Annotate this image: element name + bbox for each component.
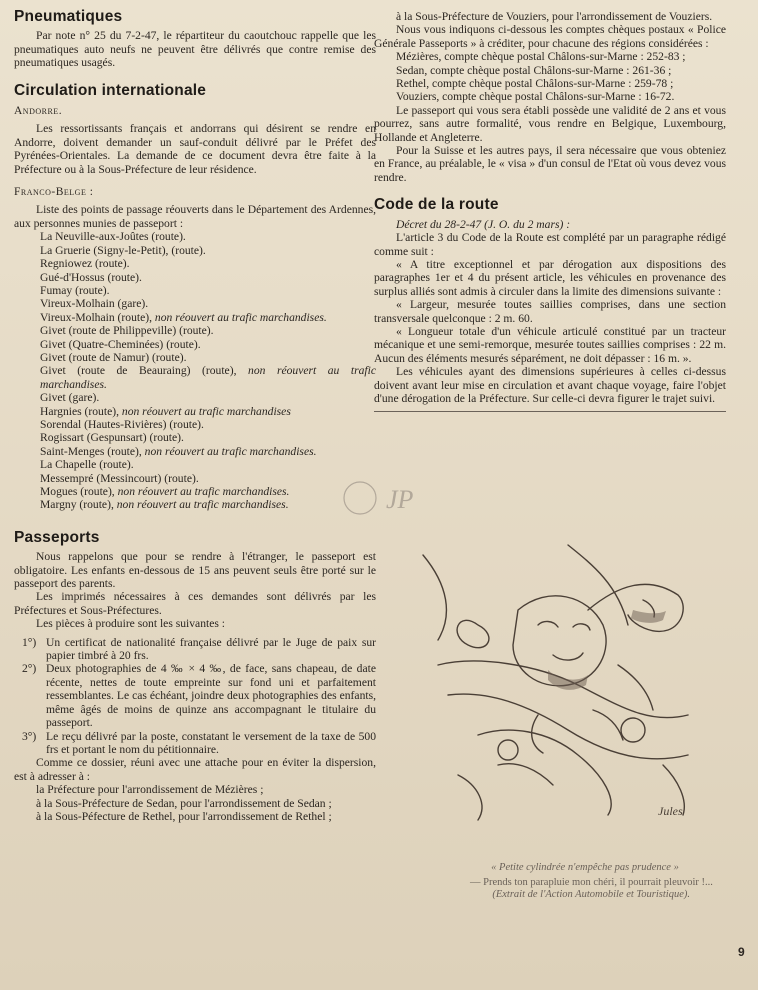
passeports-p7: à la Sous-Péfecture de Rethel, pour l'arrondissement de Rethel ; bbox=[36, 809, 332, 823]
crossing-name: Givet (route de Namur) (route). bbox=[40, 350, 187, 364]
franco-belge-text: Liste des points de passage réouverts dans le Département des Ardennes, aux personnes munies de passeport : bbox=[14, 203, 376, 230]
border-crossing-item bbox=[14, 338, 376, 351]
crossing-name: Givet (gare). bbox=[40, 391, 100, 405]
section-divider bbox=[374, 411, 726, 412]
caption-source: (Extrait de l'Action Automobile et Touristique). bbox=[492, 889, 690, 900]
crossing-name: Givet (route de Beauraing) (route), bbox=[40, 364, 237, 378]
code-p1: L'article 3 du Code de la Route est complété par un paragraphe rédigé comme suit : bbox=[374, 231, 726, 258]
account-line: Vouziers, compte chèque postal Châlons-sur-Marne : 16-72. bbox=[396, 90, 675, 104]
decree-reference: Décret du 28-2-47 (J. O. du 2 mars) : bbox=[396, 217, 571, 231]
left-column bbox=[14, 10, 376, 823]
cartoon-illustration bbox=[418, 515, 718, 845]
crossing-name: Hargnies (route), bbox=[40, 404, 119, 418]
caption-line-2: — Prends ton parapluie mon chéri, il pourrait pleuvoir !... bbox=[470, 876, 713, 888]
border-crossing-item bbox=[14, 485, 376, 498]
accounts-list bbox=[374, 50, 726, 104]
crossing-note: non réouvert au trafic marchandises. bbox=[116, 498, 289, 512]
caption-line-1: « Petite cylindrée n'empêche pas prudence » bbox=[491, 862, 679, 873]
heading-passeports: Passeports bbox=[14, 528, 100, 546]
crossing-name: Messempré (Messincourt) (route). bbox=[40, 471, 199, 485]
crossing-name: Gué-d'Hossus (route). bbox=[40, 270, 142, 284]
crossing-name: Margny (route), bbox=[40, 498, 114, 512]
crossing-note: non réouvert au trafic marchandises. bbox=[117, 485, 290, 498]
crossing-name: Regniowez (route). bbox=[40, 257, 130, 271]
crossing-name: La Neuville-aux-Joûtes (route). bbox=[40, 230, 186, 244]
account-line: Rethel, compte chèque postal Châlons-sur-Marne : 259-78 ; bbox=[396, 77, 674, 91]
crossing-name: Saint-Menges (route), bbox=[40, 444, 142, 458]
border-crossing-item bbox=[14, 297, 376, 310]
document-item bbox=[22, 730, 376, 757]
border-crossing-item bbox=[14, 257, 376, 270]
border-crossing-item bbox=[14, 230, 376, 243]
crossing-note: non réouvert au trafic marchandises bbox=[121, 404, 291, 418]
stamp-mark bbox=[338, 472, 416, 522]
crossing-name: Sorendal (Hautes-Rivières) (route). bbox=[40, 417, 204, 431]
crossing-name: Givet (route de Philippeville) (route). bbox=[40, 324, 214, 338]
border-crossing-item bbox=[14, 364, 376, 391]
crossing-name: Vireux-Molhain (gare). bbox=[40, 297, 149, 311]
border-crossing-item bbox=[14, 271, 376, 284]
heading-code-route: Code de la route bbox=[374, 196, 499, 214]
svg-text:Jules: Jules bbox=[658, 804, 683, 818]
comptes-cheques-intro: Nous vous indiquons ci-dessous les comptes chèques postaux « Police Générale Passeports » à créditer, pour chacune des régions considérées : bbox=[374, 23, 726, 50]
documents-list bbox=[14, 636, 376, 757]
border-crossing-item bbox=[14, 498, 376, 511]
document-item-number: 2°) bbox=[22, 662, 37, 676]
border-crossing-item bbox=[14, 351, 376, 364]
heading-pneumatiques: Pneumatiques bbox=[14, 8, 123, 25]
document-item-number: 3°) bbox=[22, 729, 37, 743]
border-crossing-item bbox=[14, 324, 376, 337]
crossing-name: Fumay (route). bbox=[40, 283, 110, 297]
border-crossing-item bbox=[14, 445, 376, 458]
crossing-name: Vireux-Molhain (route), bbox=[40, 310, 152, 324]
andorre-text: Les ressortissants français et andorrans qui désirent se rendre en Andorre, doivent demander un sauf-conduit délivré par le Préfet des Pyrénées-Orientales. La demande de ce document devra être faite à la Préfecture ou à la Sous-Préfecture de leur résidence. bbox=[14, 122, 376, 176]
account-line: Sedan, compte chèque postal Châlons-sur-Marne : 261-36 ; bbox=[396, 63, 672, 77]
right-column bbox=[374, 10, 726, 412]
border-crossing-item bbox=[14, 418, 376, 431]
border-crossing-item bbox=[14, 472, 376, 485]
crossing-name: La Chapelle (route). bbox=[40, 458, 134, 472]
border-crossing-item bbox=[14, 284, 376, 297]
pneumatiques-text: Par note n° 25 du 7-2-47, le répartiteur du caoutchouc rappelle que les pneumatiques auto neufs ne peuvent être délivrés que contre remise des pneumatiques usagés. bbox=[14, 29, 376, 70]
crossing-name: Mogues (route), bbox=[40, 485, 115, 498]
visa-text: Pour la Suisse et les autres pays, il sera nécessaire que vous obteniez en France, au préalable, le « visa » d'un consul de l'Etat où vous devez vous rendre. bbox=[374, 144, 726, 184]
passeports-p4: Comme ce dossier, réuni avec une attache pour en éviter la dispersion, est à adresser à : bbox=[14, 756, 376, 783]
code-quote-3: « Longueur totale d'un véhicule articulé constitué par un tracteur mécanique et une semi-remorque, mesurée toutes saillies comprises : 22 m. Aucun des éléments mesurés séparément, ne doit dépasser : 16 m. ». bbox=[374, 324, 726, 365]
svg-text:JP: JP bbox=[386, 485, 414, 514]
vouziers-continuation: à la Sous-Préfecture de Vouziers, pour l'arrondissement de Vouziers. bbox=[396, 10, 713, 23]
code-quote-1: « A titre exceptionnel et par dérogation aux dispositions des paragraphes 1er et 4 du présent article, les véhicules en provenance des surplus alliés sont admis à circuler dans la limite des dimensions suivante : bbox=[374, 257, 726, 298]
border-crossing-item bbox=[14, 244, 376, 257]
document-item-text: Un certificat de nationalité française délivré par le Juge de paix sur papier timbré à 20 frs. bbox=[46, 635, 376, 663]
code-p2: Les véhicules ayant des dimensions supérieures à celles ci-dessus doivent avant leur mise en circulation et avant chaque voyage, faire l'objet d'une dérogation de la Préfecture. Sur celle-ci devra figurer le trajet suivi. bbox=[374, 365, 726, 405]
andorre-label: Andorre. bbox=[14, 105, 63, 118]
crossing-name: Givet (Quatre-Cheminées) (route). bbox=[40, 337, 201, 351]
border-crossing-item bbox=[14, 311, 376, 324]
border-crossing-item bbox=[14, 405, 376, 418]
passeports-p3: Les pièces à produire sont les suivantes : bbox=[36, 617, 225, 631]
crossing-note: non réouvert au trafic marchandises. bbox=[144, 444, 317, 458]
passeports-p5: la Préfecture pour l'arrondissement de Mézières ; bbox=[36, 783, 264, 797]
account-line: Mézières, compte chèque postal Châlons-sur-Marne : 252-83 ; bbox=[396, 50, 686, 64]
border-crossings-list bbox=[14, 230, 376, 512]
validite-text: Le passeport qui vous sera établi possède une validité de 2 ans et vous pourrez, sans autre formalité, vous rendre en Belgique, Luxembourg, Hollande et Angleterre. bbox=[374, 103, 726, 144]
passeports-p1: Nous rappelons que pour se rendre à l'étranger, le passeport est obligatoire. Les enfants en-dessous de 15 ans peuvent seuls être porté sur le passeport des parents. bbox=[14, 550, 376, 591]
passeports-p6: à la Sous-Préfecture de Sedan, pour l'arrondissement de Sedan ; bbox=[36, 796, 332, 810]
crossing-note: non réouvert au trafic marchandises. bbox=[40, 364, 376, 391]
document-item bbox=[22, 662, 376, 729]
border-crossing-item bbox=[14, 431, 376, 444]
crossing-name: La Gruerie (Signy-le-Petit), (route). bbox=[40, 243, 206, 257]
franco-belge-label: Franco-Belge : bbox=[14, 186, 94, 199]
document-item-text: Deux photographies de 4 ‰ × 4 ‰, de face, sans chapeau, de date récente, nettes de toute empreinte sur fond uni et parfaitement ressemblantes. Le cas échéant, joindre deux photographies des enfants, même âgés de moins de quinze ans accompagnant le titulaire du passeport. bbox=[46, 662, 376, 730]
document-item-number: 1°) bbox=[22, 635, 37, 649]
code-quote-2: « Largeur, mesurée toutes saillies comprises, dans une section transversale quelconque : 2 m. 60. bbox=[374, 298, 726, 325]
document-item bbox=[22, 636, 376, 663]
page-number: 9 bbox=[738, 945, 745, 959]
document-item-text: Le reçu délivré par la poste, constatant le versement de la taxe de 500 frs et portant le nom du pétitionnaire. bbox=[46, 729, 376, 756]
crossing-note: non réouvert au trafic marchandises. bbox=[154, 310, 327, 324]
passeports-p2: Les imprimés nécessaires à ces demandes sont délivrés par les Préfectures et Sous-Préfectures. bbox=[14, 590, 376, 617]
border-crossing-item bbox=[14, 391, 376, 404]
crossing-name: Rogissart (Gespunsart) (route). bbox=[40, 431, 184, 445]
border-crossing-item bbox=[14, 458, 376, 471]
heading-circulation: Circulation internationale bbox=[14, 81, 207, 99]
illustration-caption bbox=[440, 862, 730, 902]
